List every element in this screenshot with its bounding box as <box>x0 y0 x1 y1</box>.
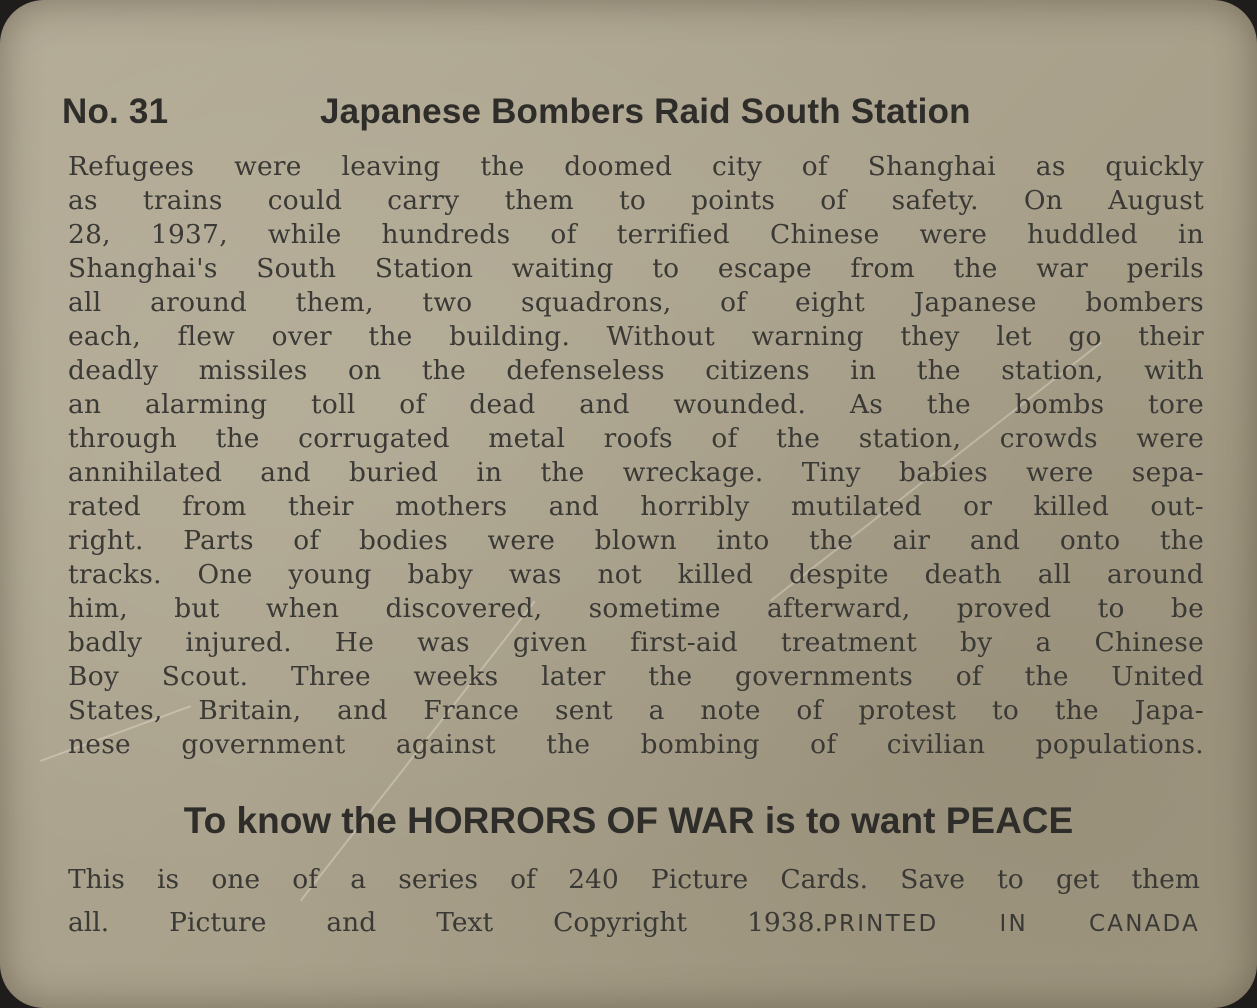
card-number: No. 31 <box>62 92 169 131</box>
story-line: as trains could carry them to points of safety. On August <box>68 185 1204 216</box>
story-line: States, Britain, and France sent a note of protest to the Japa- <box>68 695 1204 726</box>
story-line: him, but when discovered, sometime afterward, proved to be <box>68 593 1204 624</box>
story-line: Boy Scout. Three weeks later the governments of the United <box>68 661 1204 692</box>
story-line: an alarming toll of dead and wounded. As the bombs tore <box>68 389 1204 420</box>
copyright-line <box>68 901 1200 944</box>
story-line: deadly missiles on the defenseless citizens in the station, with <box>68 355 1204 386</box>
story-line: each, flew over the building. Without warning they let go their <box>68 321 1204 352</box>
story-line: nese government against the bombing of civilian populations. <box>68 729 1204 760</box>
story-line: badly injured. He was given first-aid treatment by a Chinese <box>68 627 1204 658</box>
story-line: annihilated and buried in the wreckage. Tiny babies were sepa- <box>68 457 1204 488</box>
story-line: Refugees were leaving the doomed city of Shanghai as quickly <box>68 151 1204 182</box>
story-line: 28, 1937, while hundreds of terrified Chinese were huddled in <box>68 219 1204 250</box>
story-line: right. Parts of bodies were blown into the air and onto the <box>68 525 1204 556</box>
story-line: Shanghai's South Station waiting to escape from the war perils <box>68 253 1204 284</box>
story-line: all around them, two squadrons, of eight Japanese bombers <box>68 287 1204 318</box>
story-line: rated from their mothers and horribly mutilated or killed out- <box>68 491 1204 522</box>
peace-slogan: To know the HORRORS OF WAR is to want PEACE <box>183 800 1074 841</box>
copyright-text: all. Picture and Text Copyright 1938. <box>68 907 823 938</box>
card-title: Japanese Bombers Raid South Station <box>320 92 971 131</box>
story-line: through the corrugated metal roofs of the station, crowds were <box>68 423 1204 454</box>
story-text <box>68 150 1204 770</box>
card-header <box>62 92 1192 140</box>
story-line: tracks. One young baby was not killed despite death all around <box>68 559 1204 590</box>
series-footer <box>68 858 1200 944</box>
printed-in-canada: PRINTED IN CANADA <box>822 911 1200 937</box>
series-note: This is one of a series of 240 Picture Cards. Save to get them <box>68 864 1200 895</box>
